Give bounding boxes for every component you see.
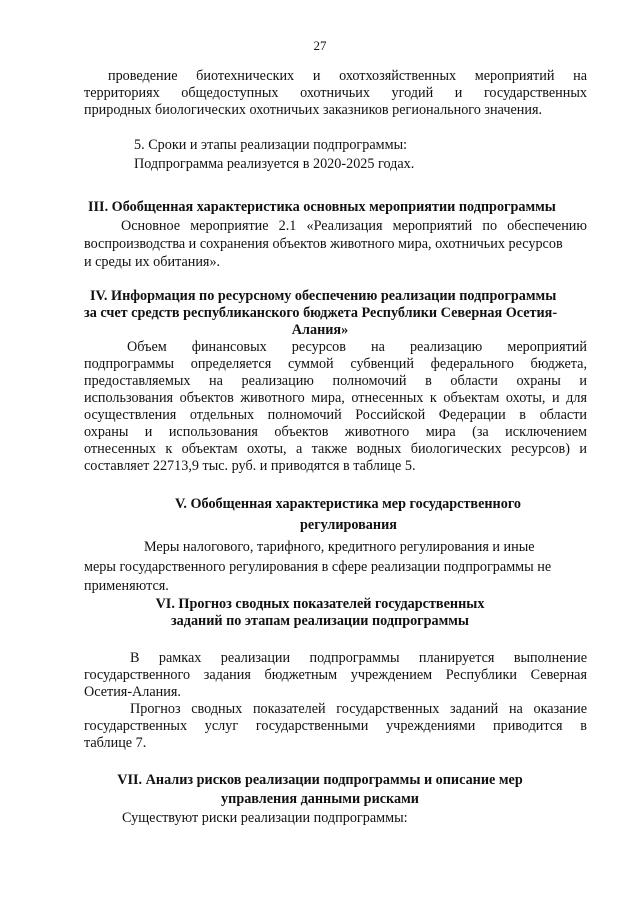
page-number: 27 [313, 38, 327, 53]
intro-line-1: проведение биотехнических и охотхозяйственных мероприятий на [108, 68, 587, 84]
section4-line: использования объектов животного мира, отнесенных к объектам охоты, и для [84, 390, 587, 406]
section6-line: государственных услуг государственными учреждениями приводится в [84, 718, 587, 734]
section6-line: Осетия-Алания. [84, 684, 181, 700]
section6-line: государственного задания бюджетным учреждением Республики Северная [84, 667, 587, 683]
section4-line: Объем финансовых ресурсов на реализацию мероприятий [127, 339, 587, 355]
section7-text: Существуют риски реализации подпрограммы: [122, 810, 408, 826]
section3-line-2: воспроизводства и сохранения объектов животного мира, охотничьих ресурсов [84, 236, 563, 252]
intro-line-2: территориях общедоступных охотничьих угодий и государственных [84, 85, 587, 101]
section6-heading-1: VI. Прогноз сводных показателей государственных [155, 596, 485, 612]
section4-heading-2: за счет средств республиканского бюджета Республики Северная Осетия- [84, 305, 558, 321]
section4-line: охраны и использования объектов животного мира (за исключением [84, 424, 587, 440]
section5b-heading-1: V. Обобщенная характеристика мер государственного [175, 496, 522, 512]
section5b-line-1: Меры налогового, тарифного, кредитного регулирования и иные [144, 539, 535, 555]
intro-line-3: природных биологических охотничьих заказников регионального значения. [84, 102, 543, 118]
section4-line: составляет 22713,9 тыс. руб. и приводятся в таблице 5. [84, 458, 416, 474]
section4-heading-1: IV. Информация по ресурсному обеспечению реализации подпрограммы [90, 288, 557, 304]
section4-line: подпрограммы определяется суммой субвенций федерального бюджета, [84, 356, 587, 372]
section7-heading-1: VII. Анализ рисков реализации подпрограммы и описание мер [117, 772, 523, 788]
section6-heading-2: заданий по этапам реализации подпрограммы [170, 613, 470, 629]
section5b-line-3: применяются. [84, 578, 169, 594]
section5b-heading-2: регулирования [300, 517, 397, 533]
section4-heading-3: Алания» [291, 322, 349, 338]
section3-line-1: Основное мероприятие 2.1 «Реализация мероприятий по обеспечению [121, 218, 587, 234]
section4-line: осуществления отдельных полномочий Российской Федерации в области [84, 407, 587, 423]
section5-heading: 5. Сроки и этапы реализации подпрограммы: [134, 137, 408, 153]
section5b-line-2: меры государственного регулирования в сфере реализации подпрограммы не [84, 559, 552, 575]
section5-text: Подпрограмма реализуется в 2020-2025 годах. [134, 156, 415, 172]
section7-heading-2: управления данными рисками [221, 791, 419, 807]
section3-line-3: и среды их обитания». [84, 254, 221, 270]
section6-line: таблице 7. [84, 735, 147, 751]
section3-heading: III. Обобщенная характеристика основных мероприятии подпрограммы [88, 199, 556, 215]
section4-line: предоставляемых на реализацию полномочий в области охраны и [84, 373, 587, 389]
section6-line: Прогноз сводных показателей государственных заданий на оказание [130, 701, 587, 717]
section6-line: В рамках реализации подпрограммы планируется выполнение [130, 650, 587, 666]
section4-line: отнесенных к объектам охоты, а также водных биологических ресурсов) и [84, 441, 587, 457]
